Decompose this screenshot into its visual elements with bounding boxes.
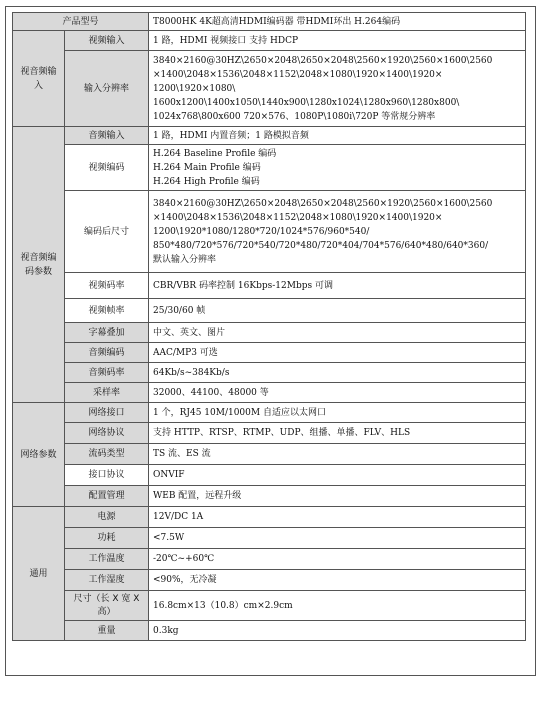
row-label: 视频帧率 <box>65 299 149 323</box>
row-value: TS 流、ES 流 <box>149 444 526 465</box>
row-value: 0.3kg <box>149 621 526 641</box>
row-label: 接口协议 <box>65 465 149 486</box>
row-label: 输入分辨率 <box>65 51 149 127</box>
table-row <box>13 127 526 145</box>
row-label: 功耗 <box>65 528 149 549</box>
row-label: 音频编码 <box>65 343 149 363</box>
category-network: 网络参数 <box>13 403 65 507</box>
row-label: 工作湿度 <box>65 570 149 591</box>
row-value: 3840×2160@30HZ\2650×2048\2650×2048\2560×1920\2560×1600\2560 ×1400\2048×1536\2048×1152\2048×1080\1920×1400\1920× 1200\1920*1080/1280*720/1024*576/960*540/ 850*480/720*576/720*540/720*480/720*404/704*576/640*480/640*360/ 默认输入分辨率 <box>149 191 526 273</box>
row-label: 配置管理 <box>65 486 149 507</box>
row-label: 网络接口 <box>65 403 149 423</box>
row-label: 流码类型 <box>65 444 149 465</box>
table-row <box>13 383 526 403</box>
table-row <box>13 13 526 31</box>
row-label: 音频码率 <box>65 363 149 383</box>
table-row <box>13 507 526 528</box>
category-encoding: 视音频编码参数 <box>13 127 65 403</box>
row-value: 中文、英文、图片 <box>149 323 526 343</box>
row-label: 工作温度 <box>65 549 149 570</box>
row-value: <7.5W <box>149 528 526 549</box>
spec-table <box>12 12 526 641</box>
row-label: 网络协议 <box>65 423 149 444</box>
row-label: 尺寸（长 X 宽 X 高） <box>65 591 149 621</box>
table-row <box>13 465 526 486</box>
table-row <box>13 323 526 343</box>
row-value: 25/30/60 帧 <box>149 299 526 323</box>
header-label: 产品型号 <box>13 13 149 31</box>
row-value: AAC/MP3 可选 <box>149 343 526 363</box>
category-video-input: 视音频输入 <box>13 31 65 127</box>
row-value: 12V/DC 1A <box>149 507 526 528</box>
row-value: <90%，无冷凝 <box>149 570 526 591</box>
row-label: 视频编码 <box>65 145 149 191</box>
table-row <box>13 31 526 51</box>
row-value: 支持 HTTP、RTSP、RTMP、UDP、组播、单播、FLV、HLS <box>149 423 526 444</box>
table-row <box>13 363 526 383</box>
table-row <box>13 191 526 273</box>
category-general: 通用 <box>13 507 65 641</box>
table-row <box>13 343 526 363</box>
row-value: CBR/VBR 码率控制 16Kbps-12Mbps 可调 <box>149 273 526 299</box>
table-row <box>13 528 526 549</box>
row-label: 编码后尺寸 <box>65 191 149 273</box>
table-row <box>13 403 526 423</box>
table-row <box>13 444 526 465</box>
row-label: 电源 <box>65 507 149 528</box>
table-row <box>13 591 526 621</box>
table-row <box>13 486 526 507</box>
row-label: 音频输入 <box>65 127 149 145</box>
row-value: 64Kb/s~384Kb/s <box>149 363 526 383</box>
table-row <box>13 51 526 127</box>
table-row <box>13 299 526 323</box>
table-row <box>13 621 526 641</box>
row-value: 1 路，HDMI 视频接口 支持 HDCP <box>149 31 526 51</box>
row-value: H.264 Baseline Profile 编码 H.264 Main Profile 编码 H.264 High Profile 编码 <box>149 145 526 191</box>
row-value: 1 路，HDMI 内置音频；1 路模拟音频 <box>149 127 526 145</box>
row-value: 3840×2160@30HZ\2650×2048\2650×2048\2560×1920\2560×1600\2560 ×1400\2048×1536\2048×1152\2048×1080\1920×1400\1920× 1200\1920×1080\ 1600x1200\1400x1050\1440x900\1280x1024\1280x960\1280x800\ 1024x768\800x600 720×576、1080P\1080i\720P 等常规分辨率 <box>149 51 526 127</box>
table-row <box>13 423 526 444</box>
row-label: 字幕叠加 <box>65 323 149 343</box>
table-row <box>13 549 526 570</box>
row-value: 1 个，RJ45 10M/1000M 自适应以太网口 <box>149 403 526 423</box>
row-label: 视频码率 <box>65 273 149 299</box>
table-row <box>13 145 526 191</box>
row-value: -20℃~+60℃ <box>149 549 526 570</box>
row-value: WEB 配置，远程升级 <box>149 486 526 507</box>
product-model: T8000HK 4K超高清HDMI编码器 带HDMI环出 H.264编码 <box>149 13 526 31</box>
row-value: 32000、44100、48000 等 <box>149 383 526 403</box>
table-row <box>13 273 526 299</box>
row-label: 视频输入 <box>65 31 149 51</box>
table-row <box>13 570 526 591</box>
row-value: ONVIF <box>149 465 526 486</box>
row-value: 16.8cm×13（10.8）cm×2.9cm <box>149 591 526 621</box>
row-label: 重量 <box>65 621 149 641</box>
row-label: 采样率 <box>65 383 149 403</box>
